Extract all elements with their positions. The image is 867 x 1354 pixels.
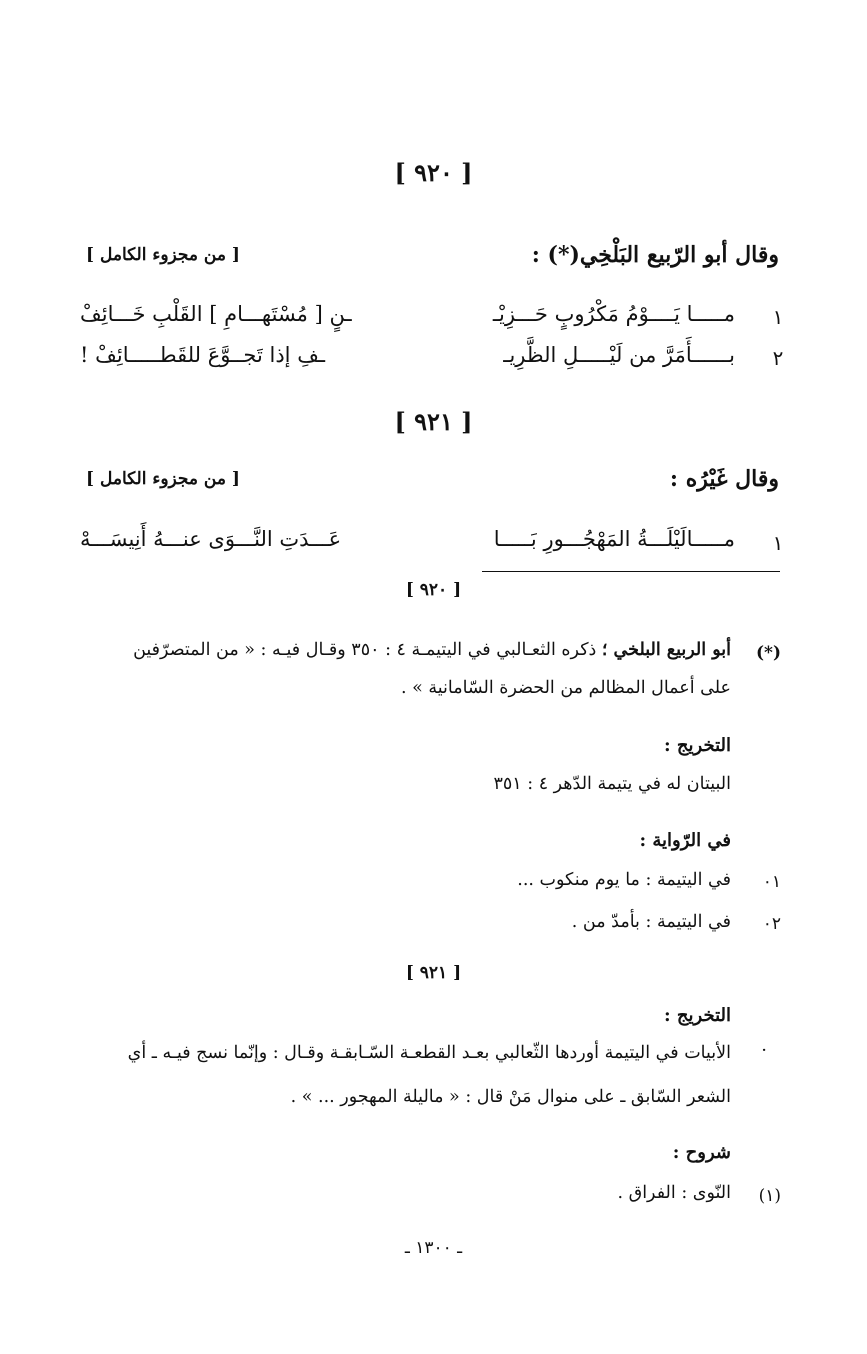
takhrij-text: الشعر السّابق ـ على منوال مَنْ قال : « ماليلة المهجور ... » .	[290, 1087, 731, 1107]
verse-second-hemistich: ـنٍ [ مُسْتَهـــامِ ] القَلْبِ خَـــائِفْ	[80, 302, 352, 326]
poem-intro: وقال أبو الرّبيع البَلْخِي(*) :	[531, 242, 779, 268]
riwaya-number: ٠٢	[762, 914, 781, 934]
riwaya-number: ٠١	[762, 872, 781, 892]
poem-intro: وقال غَيْرُه :	[669, 466, 779, 492]
verse-first-hemistich: مـــــا يَــــوْمُ مَكْرُوبٍ حَـــزِيْـ	[492, 302, 735, 326]
shuruh-label: شروح :	[672, 1142, 731, 1163]
takhrij-label: التخريج :	[663, 1005, 731, 1026]
footnote-text: على أعمال المظالم من الحضرة السّامانية » .	[400, 678, 731, 698]
poem-number: [ ٩٢١ ]	[394, 407, 473, 436]
notes-section-number: [ ٩٢١ ]	[405, 963, 462, 983]
riwaya-label: في الرّواية :	[639, 830, 731, 851]
takhrij-label: التخريج :	[663, 735, 731, 756]
verse-number: ١	[772, 531, 784, 555]
verse-number: ١	[772, 305, 784, 329]
page-number: ـ ١٣٠٠ ـ	[404, 1238, 463, 1258]
verse-second-hemistich: عَـــدَتِ النَّـــوَى عنـــهُ أَنِيسَـــهْ	[80, 527, 342, 551]
verse-number: ٢	[772, 346, 784, 370]
poet-name: أبو الربيع البلخي ؛	[601, 640, 731, 660]
verse-first-hemistich: بــــــأَمَرَّ من لَيْـــــلِ الظَّرِيـ	[503, 343, 735, 367]
footnote-separator	[482, 571, 780, 572]
shuruh-number: (١)	[758, 1186, 781, 1206]
riwaya-text: في اليتيمة : ما يوم منكوب ...	[517, 870, 731, 890]
shuruh-text: النّوى : الفراق .	[617, 1183, 731, 1203]
meter-label: [ من مجزوء الكامل ]	[86, 245, 240, 265]
verse-second-hemistich: ـفِ إذا تَجــوَّعَ للقَطـــــائِفْ !	[80, 343, 326, 367]
poem-number: [ ٩٢٠ ]	[394, 158, 473, 187]
verse-first-hemistich: مـــــالَيْلَـــةُ المَهْجُـــورِ بَـــــا	[493, 527, 735, 551]
meter-label: [ من مجزوء الكامل ]	[86, 469, 240, 489]
footnote-marker: (*)	[756, 643, 781, 663]
takhrij-text: البيتان له في يتيمة الدّهر ٤ : ٣٥١	[493, 774, 731, 794]
footnote-text: ذكره الثعـالبي في اليتيمـة ٤ : ٣٥٠ وقـال فيـه : « من المتصرّفين	[133, 640, 597, 660]
footnote-line	[133, 640, 731, 660]
notes-section-number: [ ٩٢٠ ]	[405, 580, 462, 600]
riwaya-text: في اليتيمة : بأمدّ من .	[571, 912, 731, 932]
takhrij-text: الأبيات في اليتيمة أوردها الثّعالبي بعـد القطعـة السّـابقـة وقـال : وإنّما نسج فيـه ـ أي	[127, 1043, 731, 1063]
bullet: ·	[761, 1040, 767, 1061]
